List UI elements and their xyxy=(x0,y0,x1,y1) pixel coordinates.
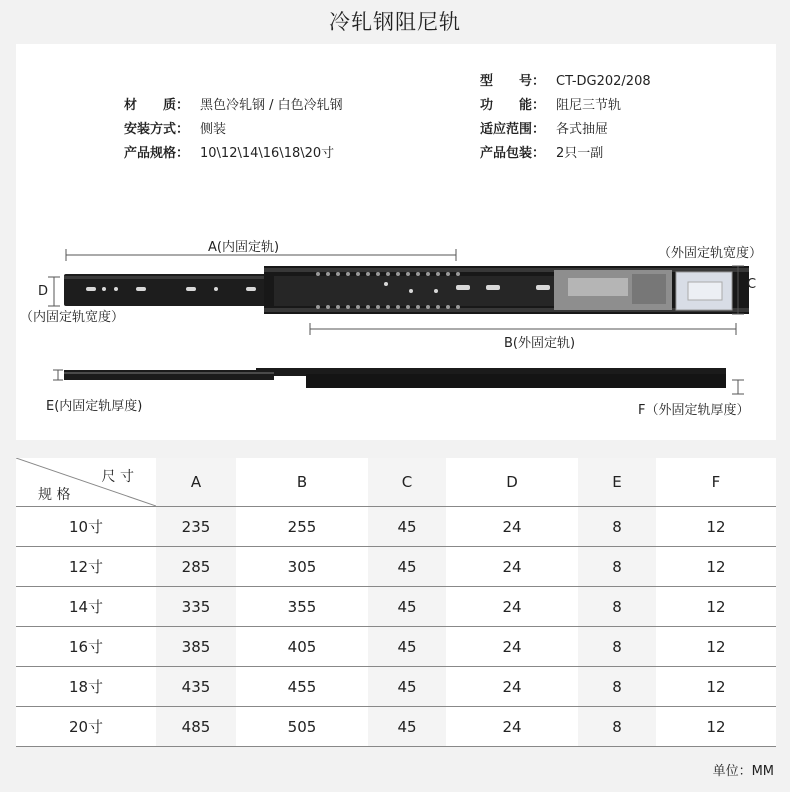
cell-a: 435 xyxy=(156,667,236,707)
row-size-label: 20寸 xyxy=(16,707,156,747)
table-row xyxy=(16,667,776,707)
spec-value: 阻尼三节轨 xyxy=(556,98,622,113)
cell-d: 24 xyxy=(446,707,578,747)
cell-c: 45 xyxy=(368,507,446,547)
cell-c: 45 xyxy=(368,627,446,667)
product-diagram-panel xyxy=(16,44,776,440)
spec-value: CT-DG202/208 xyxy=(556,74,651,89)
label-b: B(外固定轨) xyxy=(504,336,576,351)
cell-c: 45 xyxy=(368,667,446,707)
cell-e: 8 xyxy=(578,627,656,667)
dimension-line-f xyxy=(732,380,744,394)
cell-f: 12 xyxy=(656,627,776,667)
header-c: C xyxy=(368,458,446,507)
cell-a: 235 xyxy=(156,507,236,547)
spec-value: 黑色冷轧钢 / 白色冷轧钢 xyxy=(200,98,343,113)
row-size-label: 18寸 xyxy=(16,667,156,707)
corner-top-label: 尺 寸 xyxy=(101,469,134,485)
label-e: E(内固定轨厚度) xyxy=(46,399,143,414)
rail-side-view xyxy=(64,368,726,388)
cell-d: 24 xyxy=(446,547,578,587)
cell-b: 405 xyxy=(236,627,368,667)
cell-c: 45 xyxy=(368,707,446,747)
spec-value: 10\12\14\16\18\20寸 xyxy=(200,146,335,161)
header-a: A xyxy=(156,458,236,507)
dimension-line-e xyxy=(53,370,63,380)
spec-key: 材 质： xyxy=(124,98,190,113)
spec-key: 产品规格： xyxy=(124,146,190,161)
cell-f: 12 xyxy=(656,707,776,747)
spec-key: 适应范围： xyxy=(480,122,546,137)
row-size-label: 16寸 xyxy=(16,627,156,667)
label-d: D xyxy=(38,284,49,299)
cell-a: 285 xyxy=(156,547,236,587)
table-row xyxy=(16,707,776,747)
cell-f: 12 xyxy=(656,667,776,707)
corner-bottom-label: 规 格 xyxy=(38,487,71,503)
table-row xyxy=(16,547,776,587)
table-row xyxy=(16,507,776,547)
header-e: E xyxy=(578,458,656,507)
cell-e: 8 xyxy=(578,547,656,587)
cell-f: 12 xyxy=(656,587,776,627)
cell-e: 8 xyxy=(578,667,656,707)
row-size-label: 14寸 xyxy=(16,587,156,627)
spec-key: 安装方式： xyxy=(124,122,190,137)
cell-b: 305 xyxy=(236,547,368,587)
cell-d: 24 xyxy=(446,507,578,547)
cell-e: 8 xyxy=(578,707,656,747)
cell-d: 24 xyxy=(446,587,578,627)
spec-key: 功 能： xyxy=(480,98,546,113)
spec-key: 产品包装： xyxy=(480,146,546,161)
row-size-label: 10寸 xyxy=(16,507,156,547)
label-a: A(内固定轨) xyxy=(208,240,280,255)
dimension-line-d xyxy=(48,277,60,306)
cell-a: 485 xyxy=(156,707,236,747)
spec-value: 各式抽屉 xyxy=(556,122,609,137)
cell-b: 455 xyxy=(236,667,368,707)
header-b: B xyxy=(236,458,368,507)
spec-key: 型 号： xyxy=(480,74,546,89)
cell-c: 45 xyxy=(368,587,446,627)
cell-c: 45 xyxy=(368,547,446,587)
row-size-label: 12寸 xyxy=(16,547,156,587)
cell-b: 255 xyxy=(236,507,368,547)
cell-d: 24 xyxy=(446,667,578,707)
table-corner-cell xyxy=(16,458,156,507)
spec-value: 2只一副 xyxy=(556,146,604,161)
cell-b: 355 xyxy=(236,587,368,627)
label-d-desc: （内固定轨宽度） xyxy=(20,310,125,325)
page-title: 冷轧钢阻尼轨 xyxy=(329,10,461,34)
table-row xyxy=(16,587,776,627)
spec-table-panel xyxy=(16,458,776,746)
spec-table xyxy=(16,458,776,747)
label-f: F（外固定轨厚度） xyxy=(638,403,750,418)
label-c: C xyxy=(747,277,757,292)
cell-e: 8 xyxy=(578,507,656,547)
label-c-desc: （外固定轨宽度） xyxy=(658,246,763,261)
cell-f: 12 xyxy=(656,507,776,547)
cell-f: 12 xyxy=(656,547,776,587)
table-row xyxy=(16,627,776,667)
corner-diagonal xyxy=(16,458,156,506)
header-d: D xyxy=(446,458,578,507)
spec-value: 侧装 xyxy=(200,122,227,137)
cell-a: 335 xyxy=(156,587,236,627)
cell-b: 505 xyxy=(236,707,368,747)
unit-note: 单位：MM xyxy=(712,764,774,779)
rail-top-view xyxy=(64,266,749,314)
header-f: F xyxy=(656,458,776,507)
cell-a: 385 xyxy=(156,627,236,667)
cell-e: 8 xyxy=(578,587,656,627)
table-header-row xyxy=(16,458,776,507)
cell-d: 24 xyxy=(446,627,578,667)
